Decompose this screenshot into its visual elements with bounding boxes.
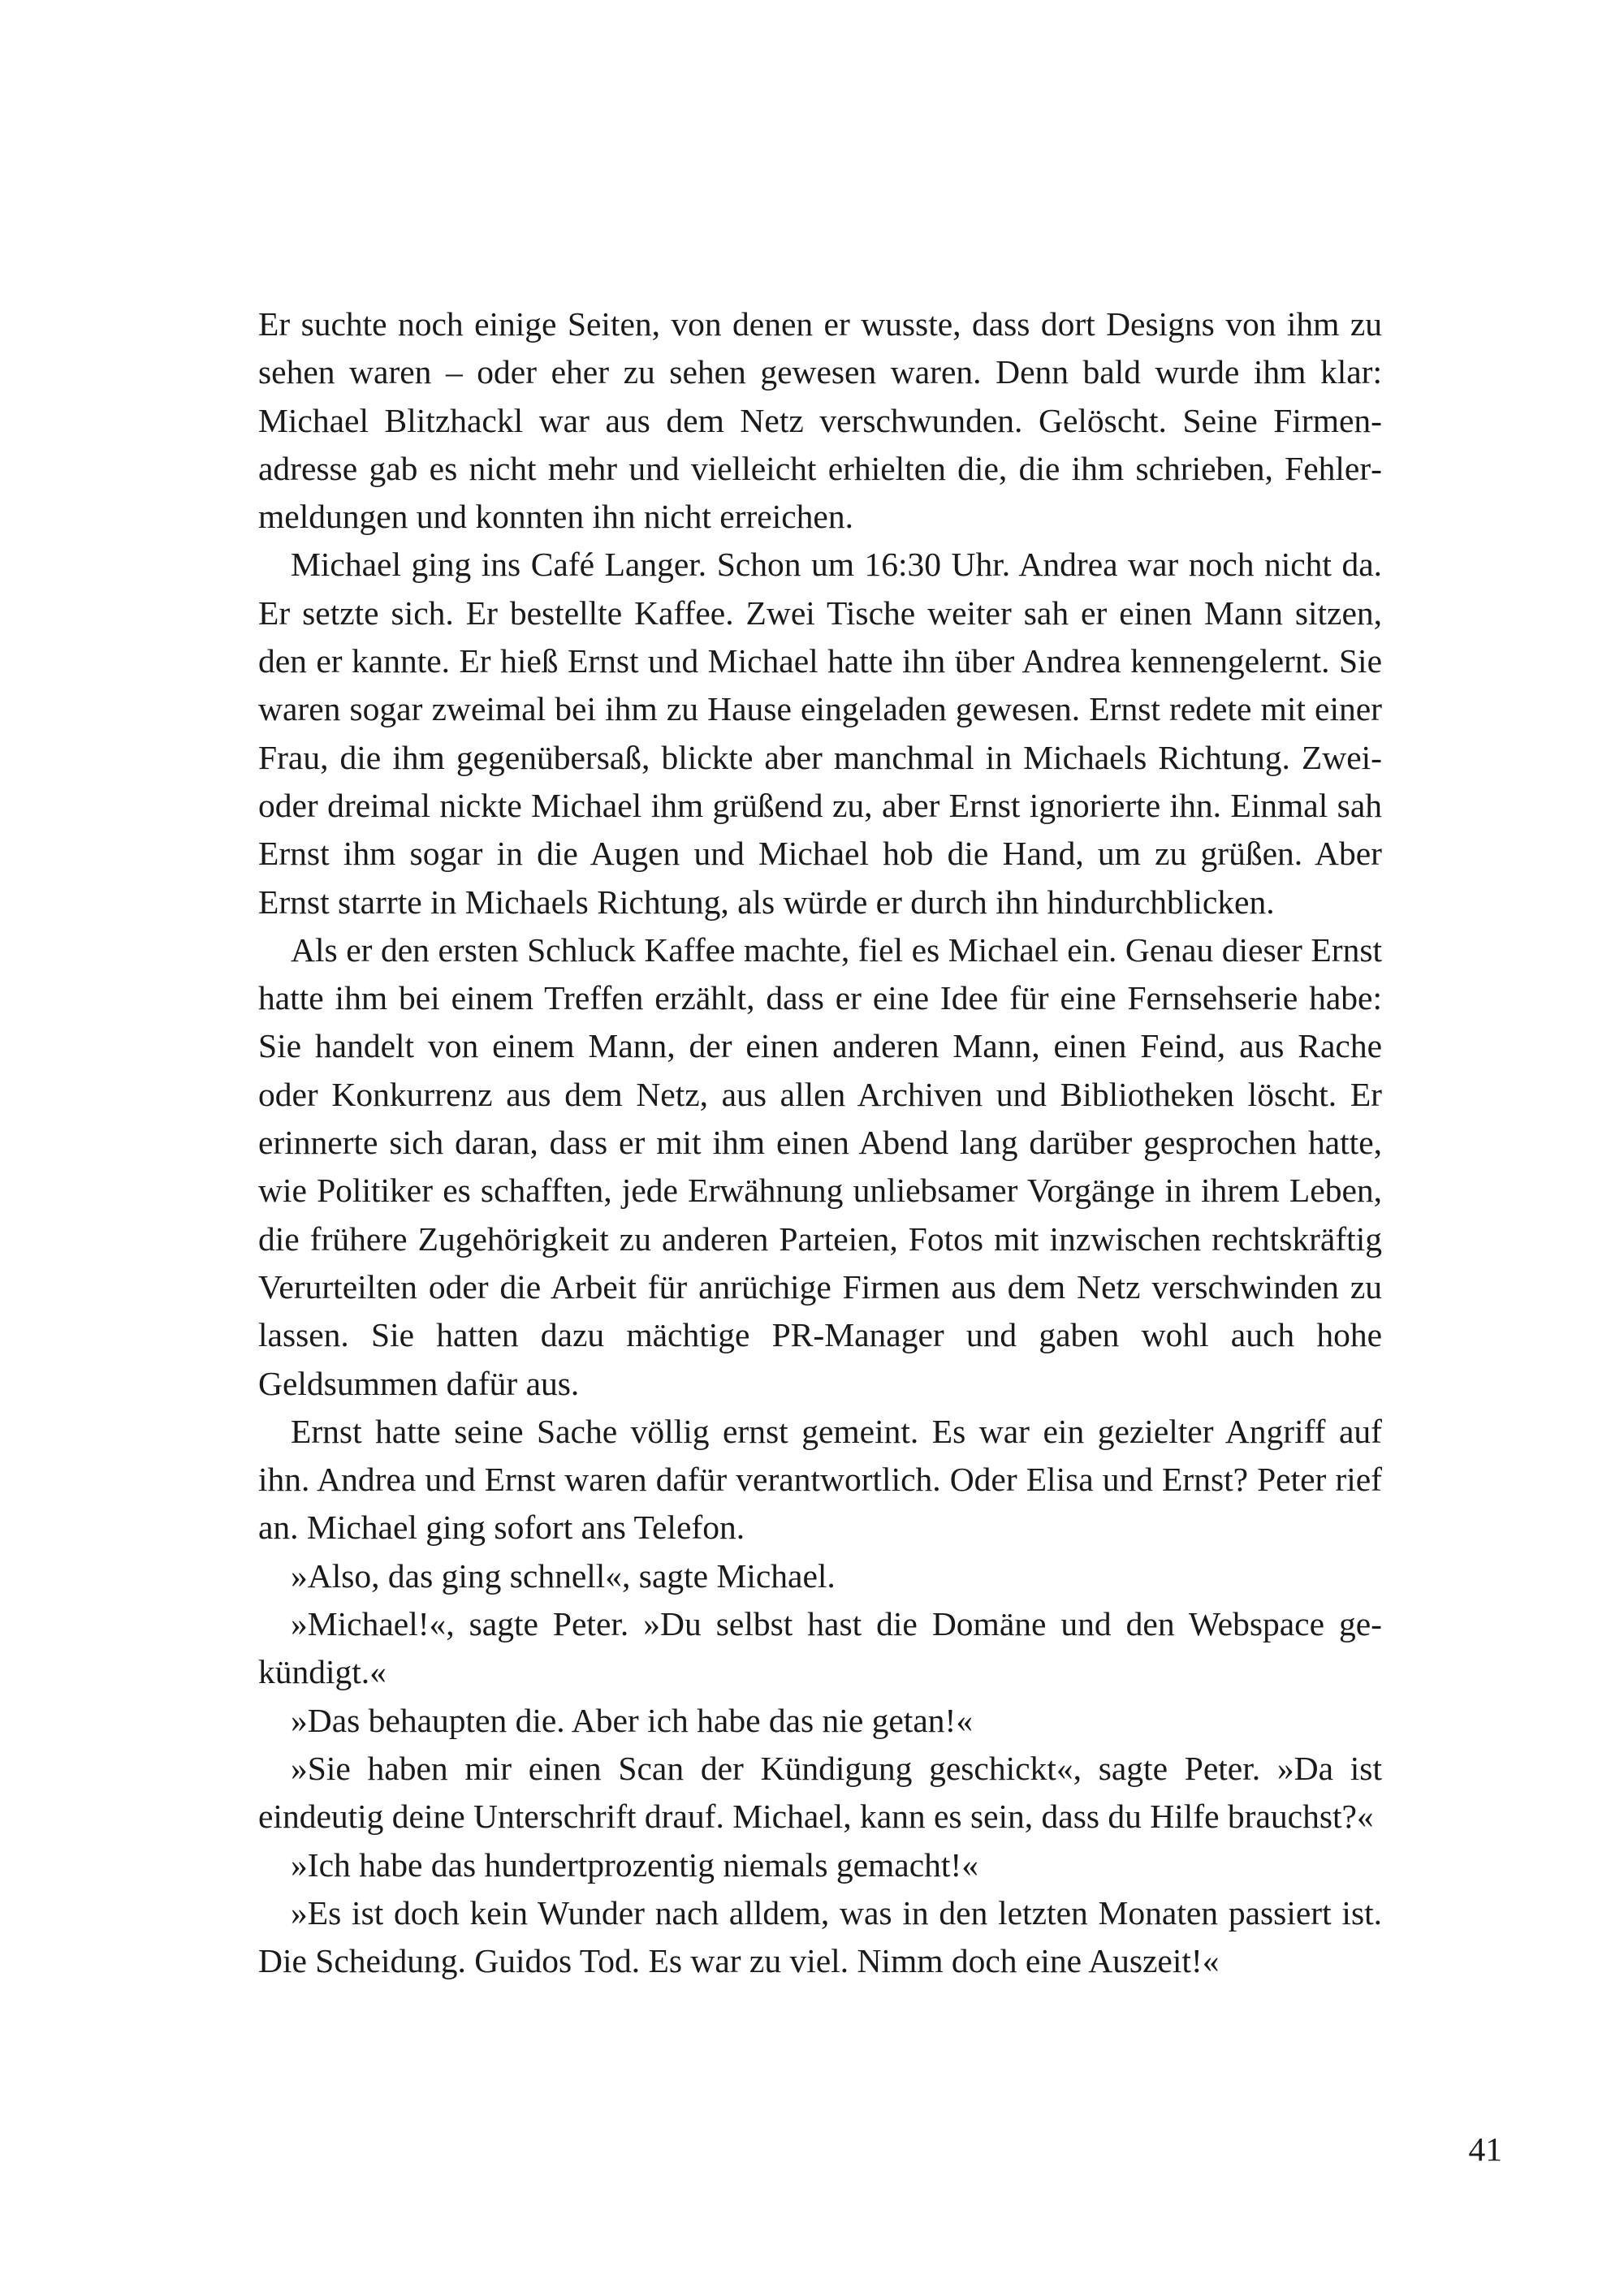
paragraph: Er suchte noch einige Seiten, von denen er wusste, dass dort Designs von ihm zu sehen waren – oder eher zu sehen gewesen waren. Denn bald wurde ihm klar: Michael Blitzhackl war aus dem Netz verschwunden. Gelöscht. Seine Firmenadresse gab es nicht mehr und vielleicht erhielten die, die ihm schrieben, Fehlermeldungen und konnten ihn nicht erreichen. bbox=[258, 305, 1382, 536]
paragraph: Ernst hatte seine Sache völlig ernst gemeint. Es war ein gezielter Angriff auf ihn. Andrea und Ernst waren dafür verantwortlich. Oder Elisa und Ernst? Peter rief an. Michael ging sofort ans Telefon. bbox=[258, 1412, 1382, 1547]
dialogue-line: »Ich habe das hundertprozentig niemals gemacht!« bbox=[291, 1845, 978, 1884]
dialogue-line: »Das behaupten die. Aber ich habe das nie getan!« bbox=[291, 1701, 974, 1739]
paragraph: Als er den ersten Schluck Kaffee machte, fiel es Michael ein. Genau dieser Ernst hatte ihm bei einem Treffen erzählt, dass er eine Idee für eine Fernsehserie habe: Sie handelt von einem Mann, der einen anderen Mann, einen Feind, aus Rache oder Konkurrenz aus dem Netz, aus allen Archiven und Bibliotheken löscht. Er erinnerte sich daran, dass er mit ihm einen Abend lang darüber gesprochen hatte, wie Politiker es schafften, jede Erwähnung unliebsamer Vorgänge in ihrem Leben, die frühere Zugehörigkeit zu anderen Parteien, Fotos mit inzwischen rechtskräftig Verurteilten oder die Arbeit für anrüchige Firmen aus dem Netz verschwinden zu lassen. Sie hatten dazu mächtige PR-Manager und gaben wohl auch hohe Geldsummen dafür aus. bbox=[258, 930, 1382, 1402]
dialogue-line: »Es ist doch kein Wunder nach alldem, was in den letzten Monaten passiert ist. Die Scheidung. Guidos Tod. Es war zu viel. Nimm doch eine Auszeit!« bbox=[258, 1893, 1382, 1980]
paragraph: Michael ging ins Café Langer. Schon um 16:30 Uhr. Andrea war noch nicht da. Er setzte sich. Er bestellte Kaffee. Zwei Tische weiter sah er einen Mann sitzen, den er kannte. Er hieß Ernst und Michael hatte ihn über Andrea kennengelernt. Sie waren sogar zweimal bei ihm zu Hause eingeladen gewesen. Ernst redete mit einer Frau, die ihm gegenübersaß, blickte aber manchmal in Michaels Richtung. Zwei- oder dreimal nickte Michael ihm grüßend zu, aber Ernst ignorierte ihn. Einmal sah Ernst ihm sogar in die Augen und Michael hob die Hand, um zu grüßen. Aber Ernst starrte in Michaels Richtung, als würde er durch ihn hindurchblicken. bbox=[258, 546, 1382, 921]
page-number: 41 bbox=[1468, 2130, 1502, 2168]
dialogue-line: »Michael!«, sagte Peter. »Du selbst hast die Domäne und den Webspace gekündigt.« bbox=[258, 1605, 1382, 1691]
dialogue-line: »Also, das ging schnell«, sagte Michael. bbox=[291, 1556, 836, 1595]
body-text bbox=[258, 300, 1382, 1985]
dialogue-line: »Sie haben mir einen Scan der Kündigung geschickt«, sagte Peter. »Da ist eindeutig deine Unterschrift drauf. Michael, kann es sein, dass du Hilfe brauchst?« bbox=[258, 1749, 1382, 1836]
